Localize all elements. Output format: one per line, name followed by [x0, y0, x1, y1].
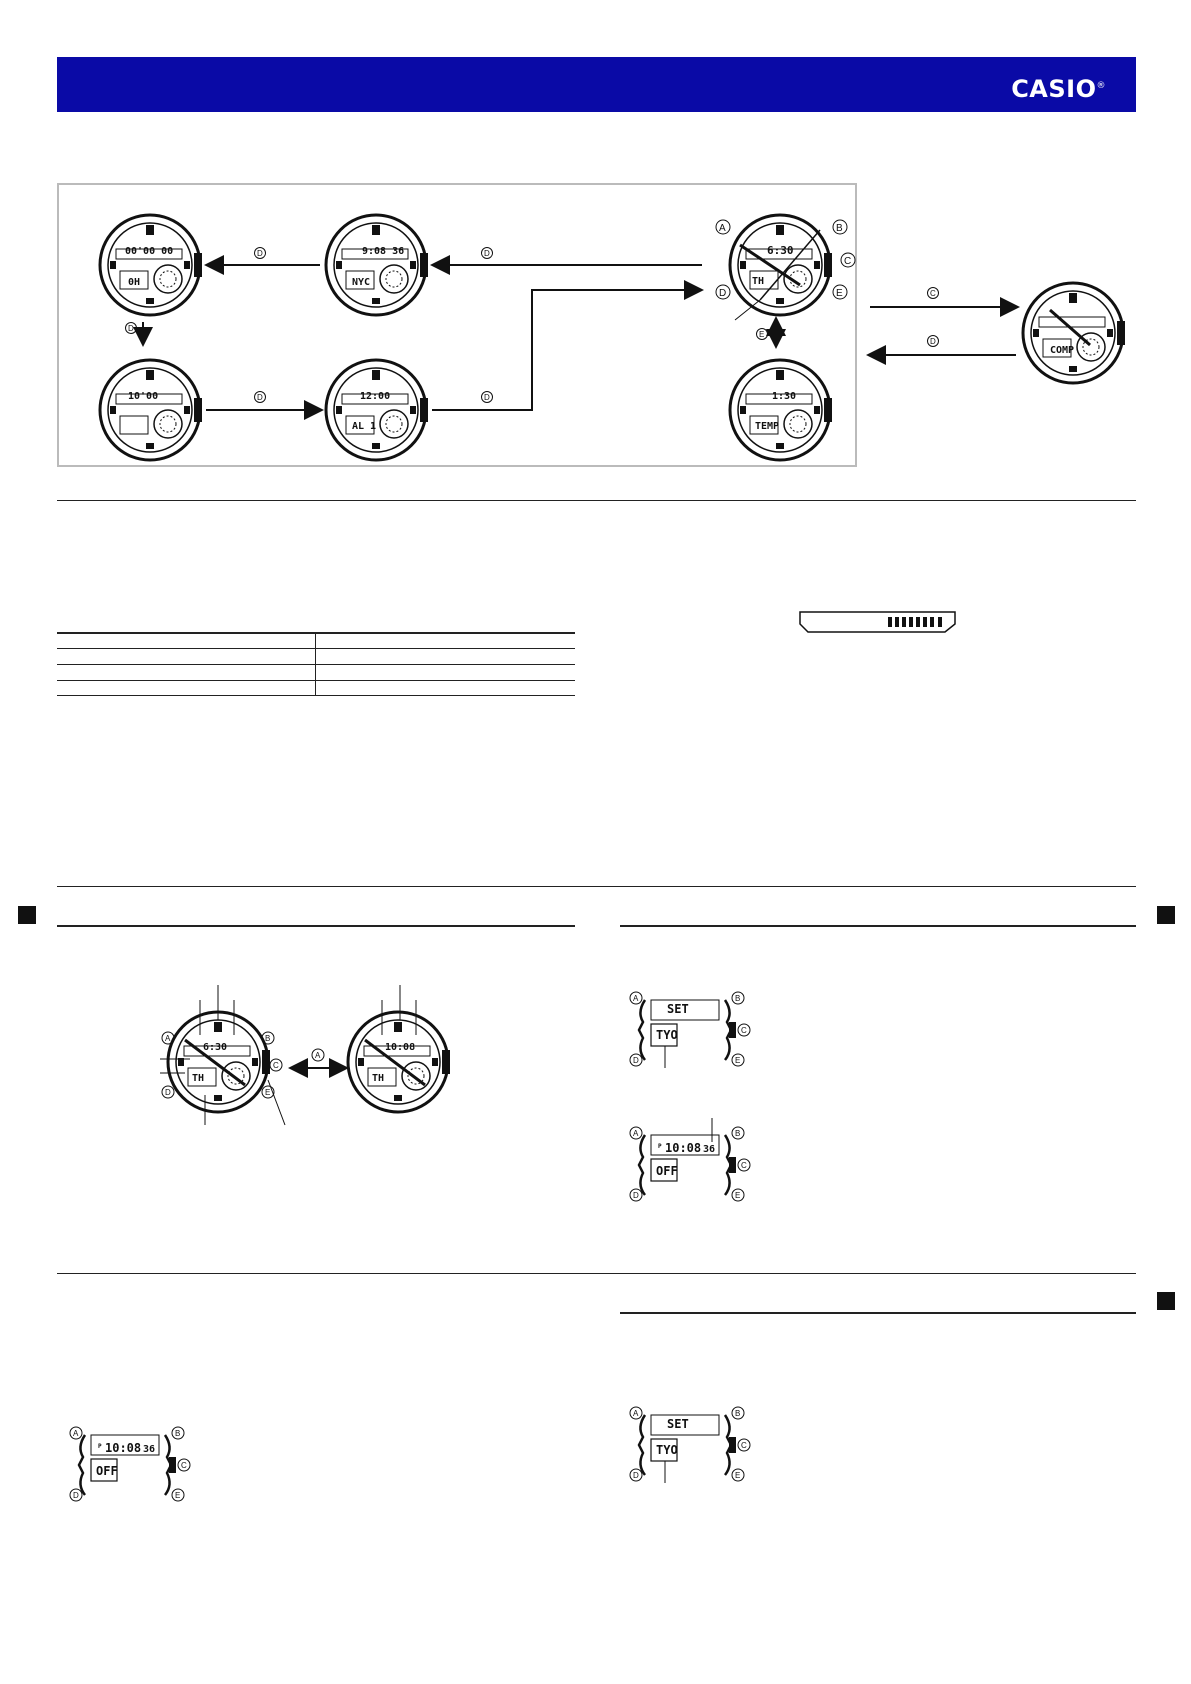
thermometer-lower: TEMP	[755, 421, 780, 432]
section-divider	[57, 886, 1136, 887]
btn-e-label: E	[836, 288, 843, 299]
watch-timekeeping	[730, 215, 832, 315]
arrow-4-label: D	[257, 393, 263, 402]
arrow-8-label: D	[930, 337, 936, 346]
watch-b-2	[348, 1012, 450, 1112]
lcd-off-2-pm: P	[98, 1443, 102, 1450]
heading-rule	[620, 1312, 1136, 1314]
watch-compass	[1023, 283, 1125, 383]
arrow-3-label: D	[128, 324, 134, 333]
o1-c: C	[741, 1161, 747, 1170]
btn-a-label: A	[719, 223, 726, 234]
b-toggle-label: A	[315, 1051, 321, 1060]
o2-d: D	[73, 1491, 79, 1500]
section-marker	[1157, 906, 1175, 924]
lcd-off-1-lower: OFF	[656, 1164, 678, 1178]
btn-c-label: C	[844, 256, 852, 267]
stopwatch-time: 00'00 00	[125, 246, 174, 257]
s2-a: A	[633, 1409, 639, 1418]
table-row	[57, 695, 575, 696]
lcd-off-2-lower: OFF	[96, 1464, 118, 1478]
compass-lower: COMP	[1050, 345, 1075, 356]
b1-d: D	[165, 1088, 171, 1097]
lcd-set-1-top: SET	[667, 1002, 689, 1016]
o1-b: B	[735, 1129, 741, 1138]
section-divider	[57, 1273, 1136, 1274]
table-row	[57, 648, 575, 649]
btn-b-label: B	[836, 223, 843, 234]
b1-b: B	[265, 1034, 271, 1043]
alarm-lower: AL 1	[352, 421, 377, 432]
thermometer-time: 1:30	[772, 391, 797, 402]
watch-thermometer	[730, 360, 832, 460]
o1-a: A	[633, 1129, 639, 1138]
o1-d: D	[633, 1191, 639, 1200]
table-row	[57, 664, 575, 665]
s1-d: D	[633, 1056, 639, 1065]
registered-mark: ®	[1096, 81, 1106, 91]
o2-e: E	[175, 1491, 181, 1500]
lcd-off-1-seconds: 36	[703, 1144, 716, 1155]
section-marker	[1157, 1292, 1175, 1310]
btn-d-label: D	[719, 288, 727, 299]
mode-arrows	[143, 265, 1016, 410]
b1-a: A	[165, 1034, 171, 1043]
o2-b: B	[175, 1429, 181, 1438]
watch-b-1-day: TH	[192, 1073, 205, 1084]
world-time-time: 9:08 36	[362, 246, 405, 257]
watch-b-1	[168, 1012, 270, 1112]
heading-rule	[620, 925, 1136, 927]
timekeeping-time: 6:30	[767, 244, 794, 257]
arrow-2-label: D	[484, 249, 490, 258]
watch-b-1-time: 6:30	[203, 1042, 228, 1053]
table-row	[57, 680, 575, 681]
s2-e: E	[735, 1471, 741, 1480]
b1-e: E	[265, 1088, 271, 1097]
section-divider	[57, 500, 1136, 501]
spec-table	[57, 632, 575, 696]
s2-b: B	[735, 1409, 741, 1418]
watch-alarm	[326, 360, 428, 460]
watch-stopwatch	[100, 215, 202, 315]
s1-a: A	[633, 994, 639, 1003]
stopwatch-lower: 0H	[128, 277, 141, 288]
s2-c: C	[741, 1441, 747, 1450]
watch-world-time	[326, 215, 428, 315]
s1-c: C	[741, 1026, 747, 1035]
s1-e: E	[735, 1056, 741, 1065]
b1-c: C	[273, 1061, 279, 1070]
lcd-set-2-top: SET	[667, 1417, 689, 1431]
s1-b: B	[735, 994, 741, 1003]
heading-rule	[57, 925, 575, 927]
o2-a: A	[73, 1429, 79, 1438]
lcd-off-1-pm: P	[658, 1143, 662, 1150]
timekeeping-day: TH	[752, 276, 765, 287]
watch-b-2-day: TH	[372, 1073, 385, 1084]
timer-time: 10'00	[128, 391, 159, 402]
section-marker	[18, 906, 36, 924]
arrow-5-label: D	[484, 393, 490, 402]
s2-d: D	[633, 1471, 639, 1480]
o2-c: C	[181, 1461, 187, 1470]
lcd-off-1-time: 10:08	[665, 1141, 702, 1155]
world-time-city: NYC	[352, 277, 371, 288]
lcd-off-2-time: 10:08	[105, 1441, 142, 1455]
o1-e: E	[735, 1191, 741, 1200]
arrow-1-label: D	[257, 249, 263, 258]
table-column-divider	[315, 632, 316, 696]
lcd-set-2-lower: TYO	[656, 1443, 678, 1457]
lcd-set-1-lower: TYO	[656, 1028, 678, 1042]
watch-timer	[100, 360, 202, 460]
brand-name: CASIO	[1011, 75, 1097, 103]
lcd-off-2-seconds: 36	[143, 1444, 156, 1455]
table-row	[57, 632, 575, 634]
watch-b-2-time: 10:08	[385, 1042, 416, 1053]
arrow-7-label: C	[930, 289, 936, 298]
arrow-6-label: E	[759, 330, 765, 339]
alarm-time: 12:00	[360, 391, 391, 402]
